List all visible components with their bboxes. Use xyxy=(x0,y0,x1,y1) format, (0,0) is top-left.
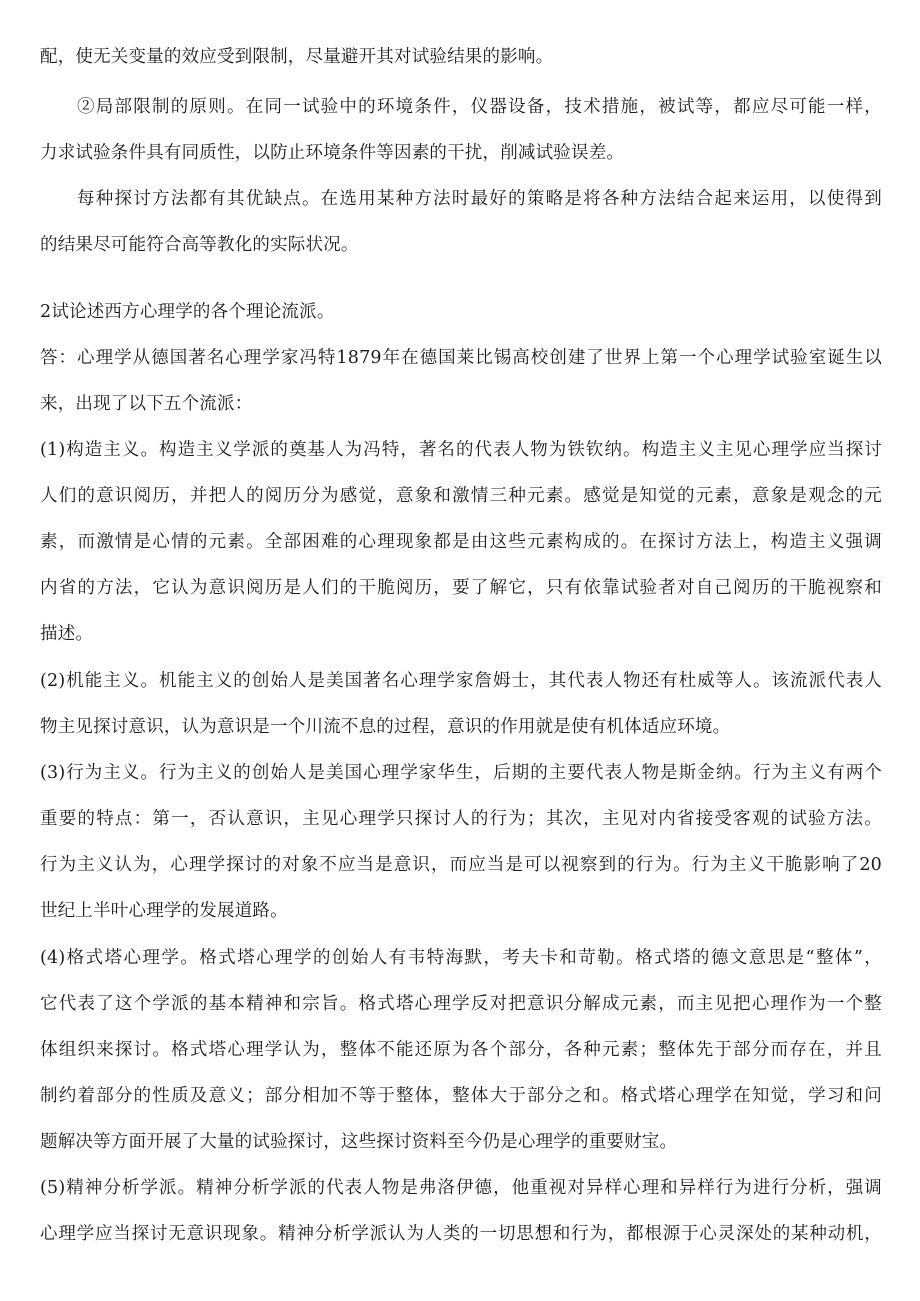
text-line: 物主见探讨意识，认为意识是一个川流不息的过程，意识的作用就是使有机体适应环境。 xyxy=(40,717,731,737)
text-line: 重要的特点：第一，否认意识，主见心理学只探讨人的行为；其次，主见对内省接受客观的试验方法。 xyxy=(40,809,882,829)
text-line: 力求试验条件具有同质性，以防止环境条件等因素的干扰，削减试验误差。 xyxy=(40,143,625,163)
text-line: 内省的方法，它认为意识阅历是人们的干脆阅历，要了解它，只有依靠试验者对自己阅历的干脆视察和 xyxy=(40,578,882,598)
text-line: 体组织来探讨。格式塔心理学认为，整体不能还原为各个部分，各种元素；整体先于部分而存在，并且 xyxy=(40,1040,882,1060)
text-line: 题解决等方面开展了大量的试验探讨，这些探讨资料至今仍是心理学的重要财宝。 xyxy=(40,1132,678,1152)
text-line: 的结果尽可能符合高等教化的实际状况。 xyxy=(40,235,359,255)
text-line: (1)构造主义。构造主义学派的奠基人为冯特，著名的代表人物为铁钦纳。构造主义主见心理学应当探讨 xyxy=(40,440,882,460)
text-line: 描述。 xyxy=(40,624,94,644)
text-line: 制约着部分的性质及意义；部分相加不等于整体，整体大于部分之和。格式塔心理学在知觉，学习和问 xyxy=(40,1086,882,1106)
question-heading: 2试论述西方心理学的各个理论流派。 xyxy=(40,302,335,322)
text-line: 来，出现了以下五个流派： xyxy=(40,394,253,414)
text-line: 配，使无关变量的效应受到限制，尽量避开其对试验结果的影响。 xyxy=(40,47,554,67)
text-line: 每种探讨方法都有其优缺点。在选用某种方法时最好的策略是将各种方法结合起来运用，以使得到 xyxy=(77,189,882,209)
text-line: 答：心理学从德国著名心理学家冯特1879年在德国莱比锡高校创建了世界上第一个心理学试验室诞生以 xyxy=(40,348,882,368)
text-line: 世纪上半叶心理学的发展道路。 xyxy=(40,901,288,921)
text-line: (4)格式塔心理学。格式塔心理学的创始人有韦特海默，考夫卡和苛勒。格式塔的德文意思是“整体”， xyxy=(40,948,882,968)
text-line: (5)精神分析学派。精神分析学派的代表人物是弗洛伊德，他重视对异样心理和异样行为进行分析，强调 xyxy=(40,1178,882,1198)
text-line: 素，而激情是心情的元素。全部困难的心理现象都是由这些元素构成的。在探讨方法上，构造主义强调 xyxy=(40,532,882,552)
text-line: ②局部限制的原则。在同一试验中的环境条件，仪器设备，技术措施，被试等，都应尽可能一样， xyxy=(77,97,882,117)
text-line: 它代表了这个学派的基本精神和宗旨。格式塔心理学反对把意识分解成元素，而主见把心理作为一个整 xyxy=(40,994,882,1014)
text-line: (2)机能主义。机能主义的创始人是美国著名心理学家詹姆士，其代表人物还有杜威等人。该流派代表人 xyxy=(40,671,882,691)
text-line: (3)行为主义。行为主义的创始人是美国心理学家华生，后期的主要代表人物是斯金纳。行为主义有两个 xyxy=(40,763,882,783)
text-line: 人们的意识阅历，并把人的阅历分为感觉，意象和激情三种元素。感觉是知觉的元素，意象是观念的元 xyxy=(40,486,882,506)
text-line: 行为主义认为，心理学探讨的对象不应当是意识，而应当是可以视察到的行为。行为主义干脆影响了20 xyxy=(40,855,882,875)
text-line: 心理学应当探讨无意识现象。精神分析学派认为人类的一切思想和行为，都根源于心灵深处的某种动机， xyxy=(40,1224,882,1244)
